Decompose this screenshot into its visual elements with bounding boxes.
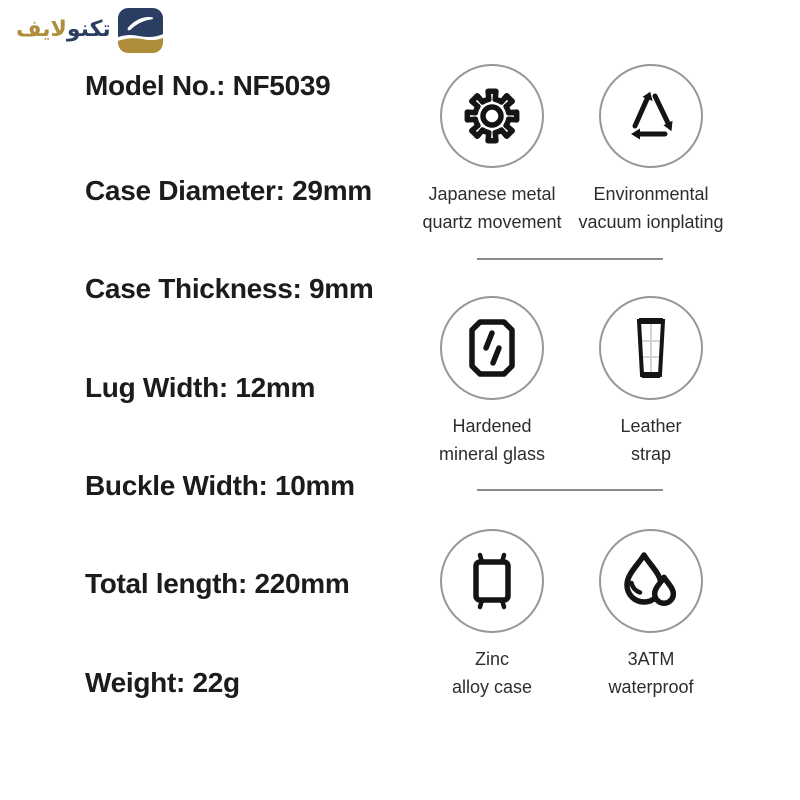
leather-strap-icon (619, 316, 683, 380)
brand-logo (16, 7, 163, 53)
feature-label-line1: Japanese metal (428, 184, 556, 204)
spec-buckle-width: Buckle Width: 10mm (85, 470, 355, 501)
feature-label (561, 645, 741, 701)
feature-label (561, 412, 741, 468)
spec-case-thickness: Case Thickness: 9mm (85, 273, 374, 304)
mineral-glass-icon (460, 316, 524, 380)
watch-case-icon (460, 549, 524, 613)
feature-circle (440, 64, 544, 168)
feature-ionplating (561, 64, 741, 236)
feature-circle (599, 296, 703, 400)
spec-lug-width: Lug Width: 12mm (85, 372, 316, 403)
divider (477, 258, 663, 260)
feature-label (561, 180, 741, 236)
feature-waterproof (561, 529, 741, 701)
feature-label-line2: vacuum ionplating (578, 212, 724, 232)
feature-quartz-movement (402, 64, 582, 236)
feature-label-line1: Leather (620, 416, 682, 436)
spec-total-length: Total length: 220mm (85, 568, 350, 599)
feature-circle (440, 529, 544, 633)
feature-label (402, 180, 582, 236)
feature-label-line2: quartz movement (422, 212, 562, 232)
spec-case-diameter: Case Diameter: 29mm (85, 175, 372, 206)
recycle-icon (619, 84, 683, 148)
feature-zinc-alloy-case (402, 529, 582, 701)
feature-label-line2: waterproof (608, 677, 694, 697)
feature-mineral-glass (402, 296, 582, 468)
feature-label-line2: mineral glass (438, 444, 546, 464)
gear-icon (460, 84, 524, 148)
feature-label (402, 645, 582, 701)
feature-label-line1: Zinc (474, 649, 509, 669)
divider (477, 489, 663, 491)
feature-label-line1: 3ATM (627, 649, 675, 669)
brand-logo-icon (118, 8, 163, 53)
brand-name-part-1: تکنو (66, 17, 111, 42)
spec-model-no: Model No.: NF5039 (85, 70, 331, 101)
feature-circle (599, 529, 703, 633)
feature-label-line1: Environmental (593, 184, 709, 204)
feature-label-line2: strap (630, 444, 672, 464)
water-drops-icon (619, 549, 683, 613)
feature-circle (599, 64, 703, 168)
spec-weight: Weight: 22g (85, 667, 240, 698)
brand-name (16, 7, 111, 53)
feature-leather-strap (561, 296, 741, 468)
feature-label-line2: alloy case (451, 677, 533, 697)
feature-circle (440, 296, 544, 400)
feature-label-line1: Hardened (452, 416, 532, 436)
brand-name-part-2: لایف (16, 17, 67, 42)
feature-label (402, 412, 582, 468)
